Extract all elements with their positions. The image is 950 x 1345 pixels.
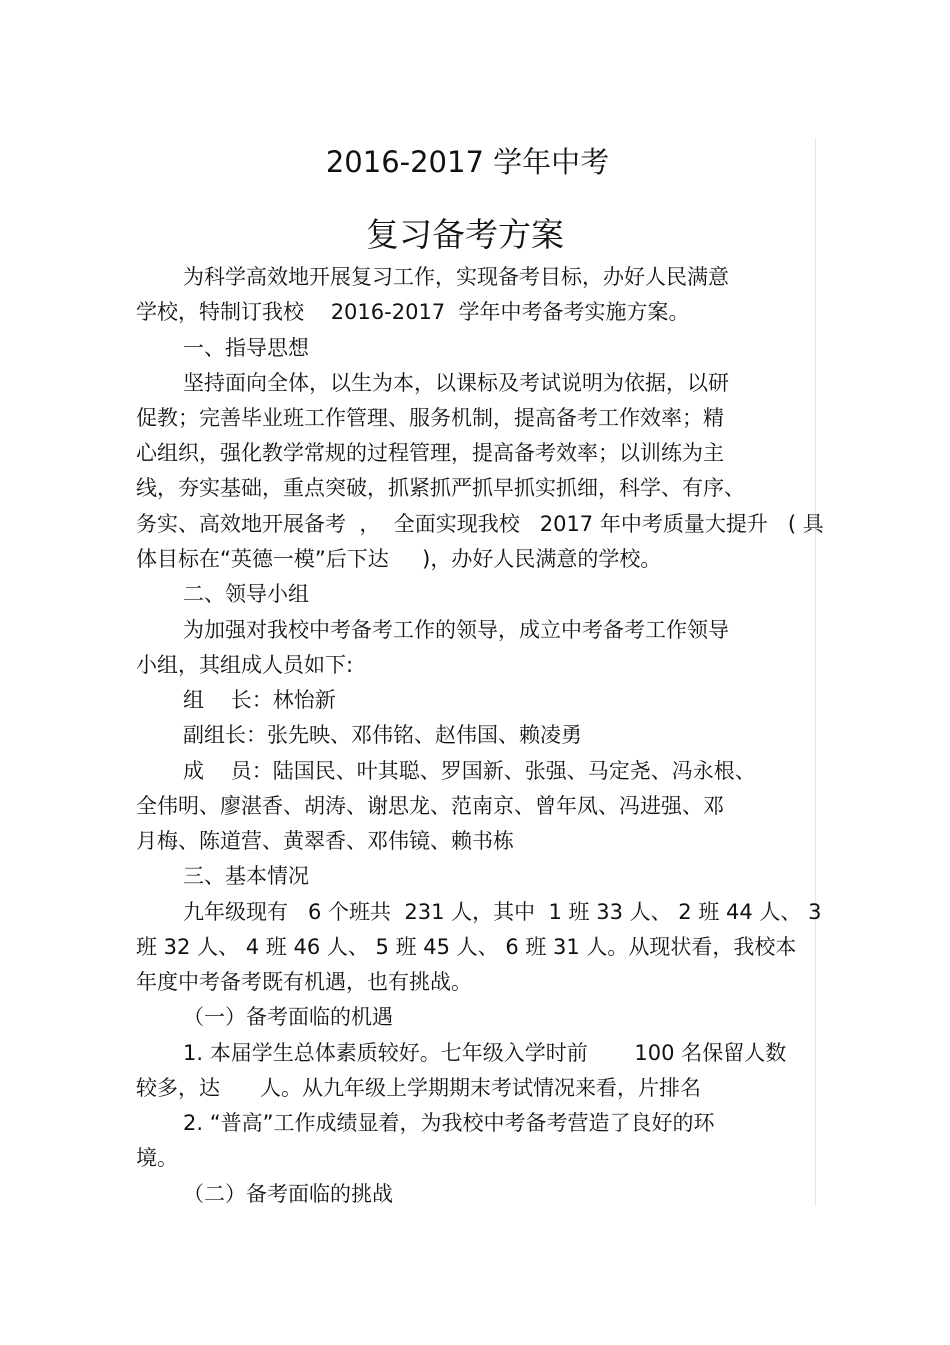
paragraph-line: 为加强对我校中考备考工作的领导，成立中考备考工作领导 bbox=[183, 618, 729, 642]
paragraph-line: 为科学高效地开展复习工作，实现备考目标，办好人民满意 bbox=[183, 265, 729, 289]
paragraph-line: 体目标在“英德一模”后下达 )，办好人民满意的学校。 bbox=[136, 547, 662, 571]
section-heading: 三、基本情况 bbox=[183, 864, 309, 888]
section-heading: 一、指导思想 bbox=[183, 336, 309, 360]
paragraph-line: 促教；完善毕业班工作管理、服务机制，提高备考工作效率；精 bbox=[136, 406, 724, 430]
paragraph-line: 境。 bbox=[136, 1146, 178, 1170]
paragraph-line: 务实、高效地开展备考 ， 全面实现我校 2017 年中考质量大提升 ( 具 bbox=[136, 512, 824, 536]
paragraph-line: 班 32 人、 4 班 46 人、 5 班 45 人、 6 班 31 人。从现状看，我校本 bbox=[136, 935, 797, 959]
subsection-heading: （一）备考面临的机遇 bbox=[183, 1005, 393, 1029]
member-line: 月梅、陈道营、黄翠香、邓伟镜、赖书栋 bbox=[136, 829, 514, 853]
subsection-heading: （二）备考面临的挑战 bbox=[183, 1182, 393, 1206]
document-title: 2016-2017 学年中考 bbox=[325, 145, 610, 179]
paragraph-line: 心组织，强化教学常规的过程管理，提高备考效率；以训练为主 bbox=[136, 441, 724, 465]
paragraph-line: 1. 本届学生总体素质较好。七年级入学时前 100 名保留人数 bbox=[183, 1041, 787, 1065]
paragraph-line: 九年级现有 6 个班共 231 人，其中 1 班 33 人、 2 班 44 人、 3 bbox=[183, 900, 822, 924]
member-line: 成 员：陆国民、叶其聪、罗国新、张强、马定尧、冯永根、 bbox=[183, 759, 756, 783]
paragraph-line: 线，夯实基础，重点突破，抓紧抓严抓早抓实抓细，科学、有序、 bbox=[136, 476, 745, 500]
member-line: 副组长：张先映、邓伟铭、赵伟国、赖凌勇 bbox=[183, 723, 582, 747]
paragraph-line: 2. “普高”工作成绩显着，为我校中考备考营造了良好的环 bbox=[183, 1111, 715, 1135]
member-line: 全伟明、廖湛香、胡涛、谢思龙、范南京、曾年凤、冯进强、邓 bbox=[136, 794, 724, 818]
page-edge-line bbox=[815, 138, 816, 1206]
document-subtitle: 复习备考方案 bbox=[366, 215, 564, 254]
paragraph-line: 较多，达 人。从九年级上学期期末考试情况来看，片排名 bbox=[136, 1076, 702, 1100]
paragraph-line: 年度中考备考既有机遇，也有挑战。 bbox=[136, 970, 472, 994]
section-heading: 二、领导小组 bbox=[183, 582, 309, 606]
member-line: 组 长：林怡新 bbox=[183, 688, 336, 712]
paragraph-line: 学校，特制订我校 2016-2017 学年中考备考实施方案。 bbox=[136, 300, 690, 324]
paragraph-line: 坚持面向全体，以生为本，以课标及考试说明为依据，以研 bbox=[183, 371, 729, 395]
paragraph-line: 小组，其组成人员如下: bbox=[136, 653, 354, 677]
